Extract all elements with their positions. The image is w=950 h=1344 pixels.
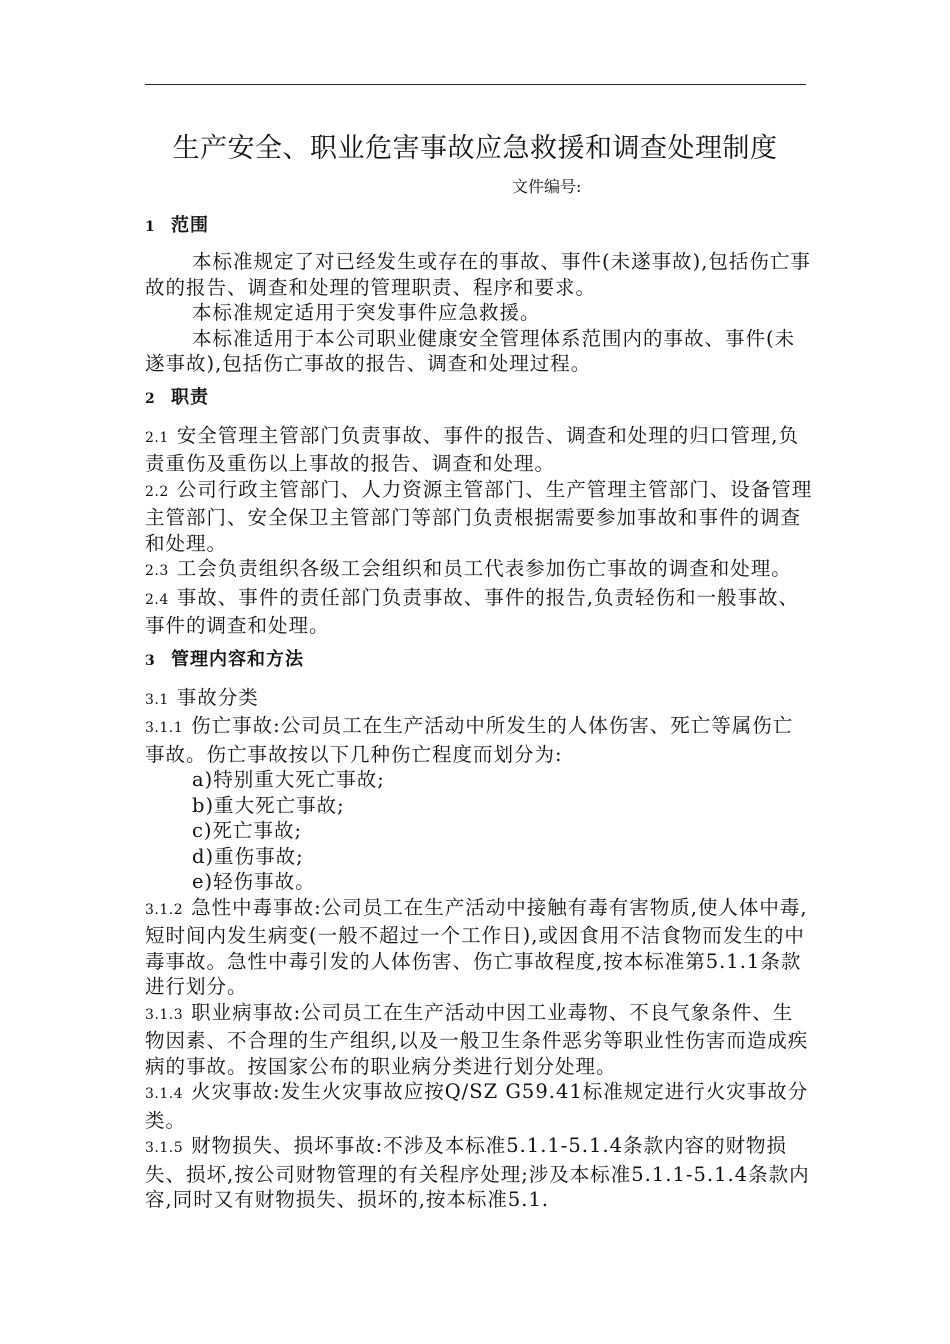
clause-text: 火灾事故:发生火灾事故应按Q/SZ G59.41标准规定进行火灾事故分类。 bbox=[145, 1080, 809, 1132]
clause-2-2 bbox=[145, 477, 813, 557]
clause-text: 事故、事件的责任部门负责事故、事件的报告,负责轻伤和一般事故、事件的调查和处理。 bbox=[145, 585, 799, 637]
clause-text: 工会负责组织各级工会组织和员工代表参加伤亡事故的调查和处理。 bbox=[176, 557, 792, 580]
clause-3-1-1 bbox=[145, 713, 813, 767]
clause-number: 3.1.5 bbox=[145, 1140, 184, 1156]
clause-text: 公司行政主管部门、人力资源主管部门、生产管理主管部门、设备管理主管部门、安全保卫主管部门等部门负责根据需要参加事故和事件的调查和处理。 bbox=[145, 477, 813, 555]
list-item: d)重伤事故; bbox=[192, 844, 304, 868]
section-heading-management bbox=[145, 648, 813, 673]
doc-number-label: 文件编号: bbox=[512, 177, 582, 196]
clause-number: 2.4 bbox=[145, 591, 169, 608]
paragraph: 本标准适用于本公司职业健康安全管理体系范围内的事故、事件(未遂事故),包括伤亡事故的报告、调查和处理过程。 bbox=[145, 326, 796, 375]
document-body bbox=[145, 210, 813, 1213]
clause-text: 安全管理主管部门负责事故、事件的报告、调查和处理的归口管理,负责重伤及重伤以上事故的报告、调查和处理。 bbox=[145, 423, 799, 475]
section-heading-scope bbox=[145, 214, 813, 239]
section-title: 范围 bbox=[171, 215, 209, 236]
list-item: e)轻伤事故。 bbox=[192, 870, 316, 893]
clause-3-1-4 bbox=[145, 1079, 813, 1133]
clause-text: 职业病事故:公司员工在生产活动中因工业毒物、不良气象条件、生物因素、不合理的生产组织,以及一般卫生条件恶劣等职业性伤害而造成疾病的事故。按国家公布的职业病分类进行划分处理。 bbox=[145, 1000, 809, 1078]
clause-number: 3.1.1 bbox=[145, 720, 184, 736]
clause-number: 2.3 bbox=[145, 563, 169, 579]
clause-2-3 bbox=[145, 556, 813, 585]
clause-text: 急性中毒事故:公司员工在生产活动中接触有毒有害物质,使人体中毒,短时间内发生病变(一般不超过一个工作日),或因食用不洁食物而发生的中毒事故。急性中毒引发的人体伤害、伤亡事故程度,按本标准第5.1.1条款进行划分。 bbox=[145, 895, 808, 998]
document-title: 生产安全、职业危害事故应急救援和调查处理制度 bbox=[172, 133, 778, 164]
paragraph: 本标准规定了对已经发生或存在的事故、事件(未遂事故),包括伤亡事故的报告、调查和处理的管理职责、程序和要求。 bbox=[145, 250, 811, 299]
section-number: 2 bbox=[145, 390, 156, 407]
list-item: c)死亡事故; bbox=[192, 819, 303, 842]
clause-number: 3.1 bbox=[145, 691, 169, 708]
list-item: a)特别重大死亡事故; bbox=[192, 768, 385, 791]
clause-text: 伤亡事故:公司员工在生产活动中所发生的人体伤害、死亡等属伤亡事故。伤亡事故按以下几种伤亡程度而划分为: bbox=[145, 714, 794, 766]
clause-3-1 bbox=[145, 685, 813, 714]
clause-number: 2.2 bbox=[145, 483, 169, 500]
clause-number: 3.1.3 bbox=[145, 1006, 184, 1023]
section-number: 3 bbox=[145, 652, 156, 669]
list-item: b)重大死亡事故; bbox=[192, 793, 345, 817]
clause-number: 3.1.2 bbox=[145, 901, 184, 918]
section-heading-responsibilities bbox=[145, 386, 813, 411]
clause-2-4 bbox=[145, 585, 813, 639]
clause-number: 3.1.4 bbox=[145, 1086, 184, 1102]
section-title: 职责 bbox=[171, 386, 209, 408]
clause-number: 2.1 bbox=[145, 429, 169, 446]
section-title: 管理内容和方法 bbox=[171, 648, 304, 670]
clause-2-1 bbox=[145, 423, 813, 477]
clause-3-1-5 bbox=[145, 1133, 813, 1213]
header-rule bbox=[145, 84, 806, 85]
paragraph: 本标准规定适用于突发事件应急救援。 bbox=[192, 301, 541, 324]
clause-3-1-2 bbox=[145, 895, 813, 1000]
clause-text: 财物损失、损坏事故:不涉及本标准5.1.1-5.1.4条款内容的财物损失、损坏,按公司财物管理的有关程序处理;涉及本标准5.1.1-5.1.4条款内容,同时又有财物损失、损坏的,按本标准5.1. bbox=[145, 1134, 810, 1211]
clause-3-1-3 bbox=[145, 1000, 813, 1080]
clause-text: 事故分类 bbox=[176, 685, 259, 709]
section-number: 1 bbox=[145, 219, 156, 235]
